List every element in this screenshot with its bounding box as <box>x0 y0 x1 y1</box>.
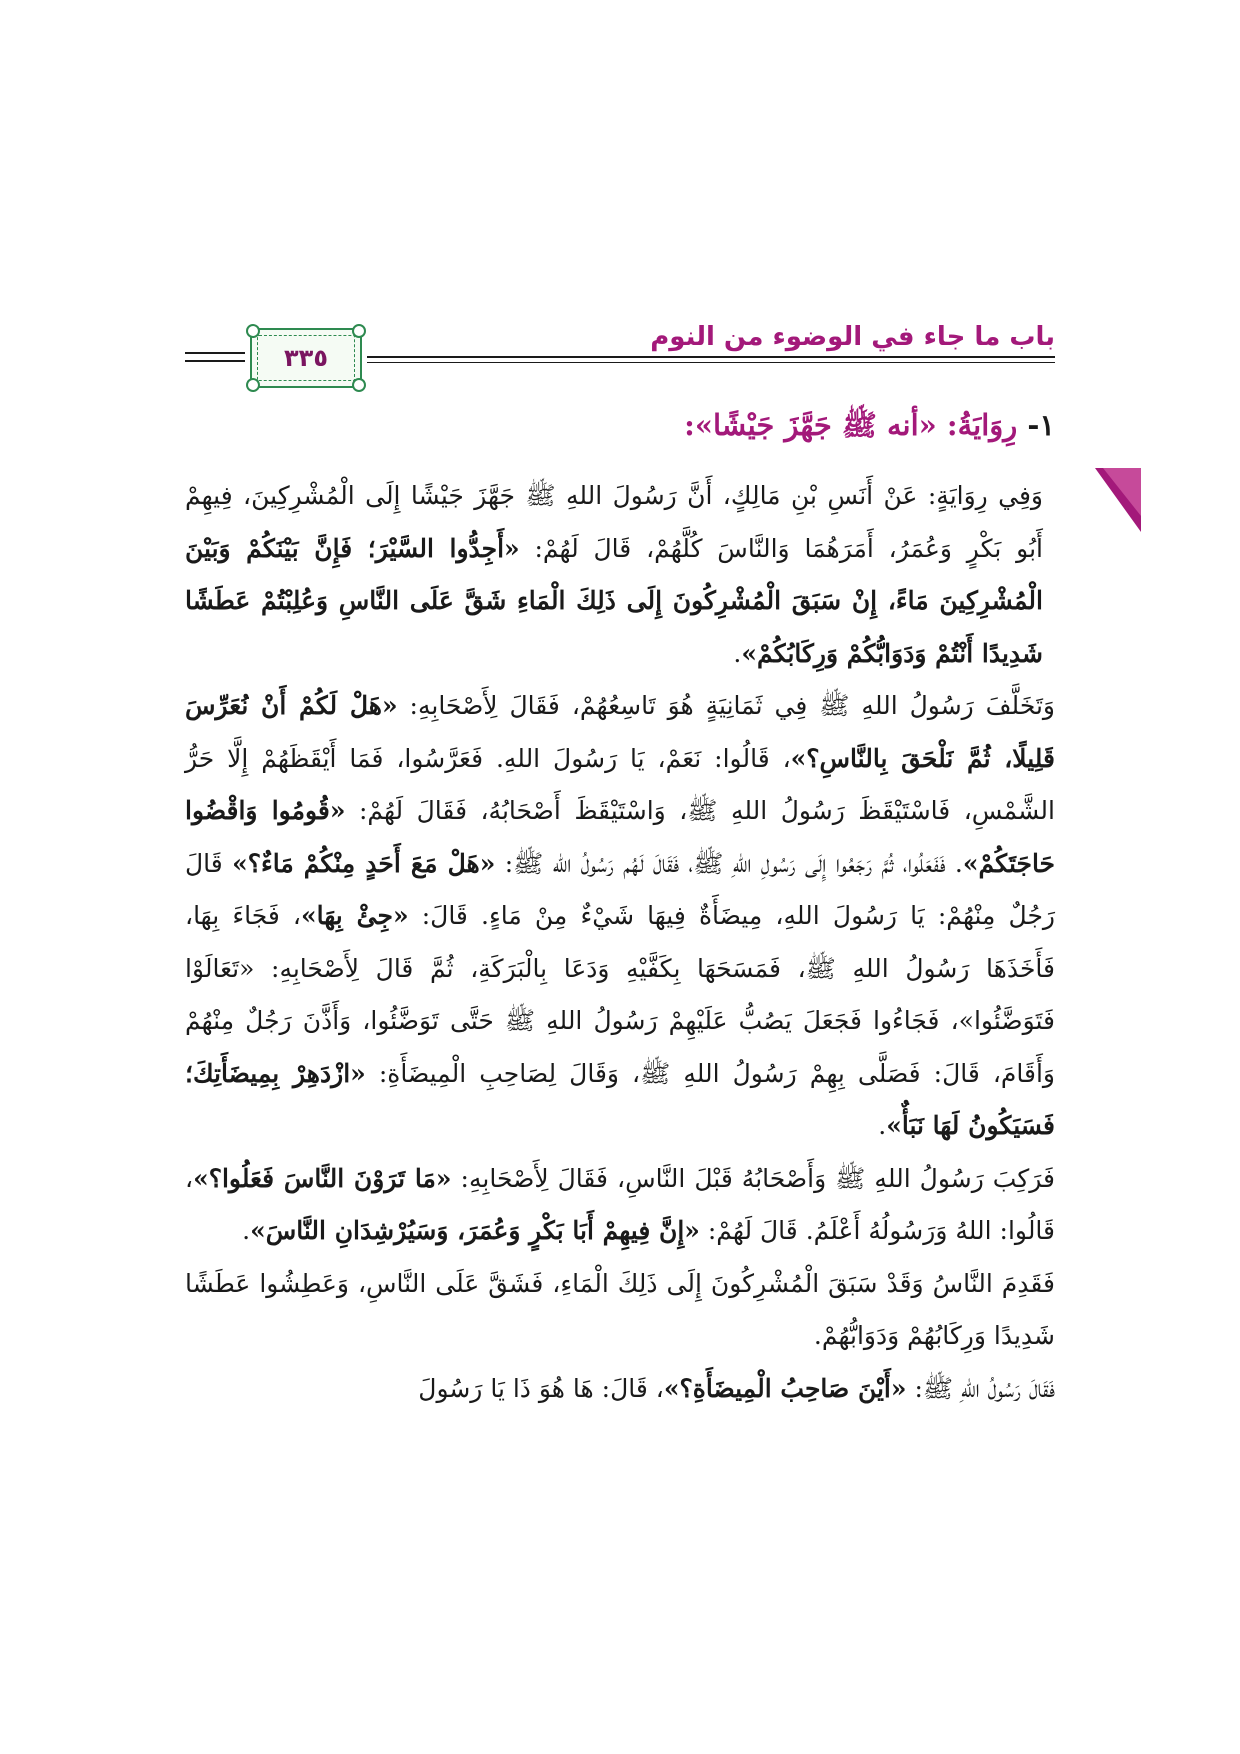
page-number-frame <box>250 328 362 388</box>
narration-text: . <box>242 1216 251 1245</box>
paragraph <box>185 470 1055 680</box>
quoted-hadith-text: «هَلْ مَعَ أَحَدٍ مِنْكُمْ مَاءٌ؟» <box>232 848 496 878</box>
quoted-hadith-text: «جِئْ بِهَا» <box>301 901 409 930</box>
header-rule-left <box>185 352 245 354</box>
section-title: رِوَايَةُ: «أنه ﷺ جَهَّزَ جَيْشًا»: <box>684 408 1018 442</box>
paragraph <box>185 1153 1055 1258</box>
chapter-title: باب ما جاء في الوضوء من النوم <box>650 322 1055 352</box>
narration-text: ، قَالُوا: اللهُ وَرَسُولُهُ أَعْلَمُ. قَالَ لَهُمْ: <box>185 1163 1055 1245</box>
narration-text: فَقَالَ رَسُولُ اللهِ ﷺ: <box>906 1373 1055 1403</box>
page-number: ٣٣٥ <box>284 344 328 372</box>
narration-text: وَفِي رِوَايَةٍ: عَنْ أَنَسِ بْنِ مَالِكٍ، أَنَّ رَسُولَ اللهِ ﷺ جَهَّزَ جَيْشًا إِلَى الْمُشْرِكِينَ، فِيهِمْ أَبُو بَكْرٍ وَعُمَرُ، أَمَرَهُمَا وَالنَّاسَ كُلَّهُمْ، قَالَ لَهُمْ: <box>185 481 1043 563</box>
quoted-hadith-text: «أَجِدُّوا السَّيْرَ؛ فَإِنَّ بَيْنَكُمْ وَبَيْنَ الْمُشْرِكِينَ مَاءً، إِنْ سَبَقَ الْمُشْرِكُونَ إِلَى ذَلِكَ الْمَاءِ شَقَّ عَلَى النَّاسِ وَعُلِبْتُمْ عَطَشًا شَدِيدًا أَنْتُمْ وَدَوَابُّكُمْ وَرِكَابُكُمْ» <box>185 533 1043 668</box>
narration-text: قَالَ رَجُلٌ مِنْهُمْ: يَا رَسُولَ اللهِ، مِيضَأَةٌ فِيهَا شَيْءٌ مِنْ مَاءٍ. قَالَ: <box>185 848 1056 930</box>
narration-text: ، فَجَاءَ بِهَا، فَأَخَذَهَا رَسُولُ اللهِ ﷺ، فَمَسَحَهَا بِكَفَّيْهِ وَدَعَا بِالْبَرَكَةِ، ثُمَّ قَالَ لِأَصْحَابِهِ: «تَعَالَوْا فَتَوَضَّئُوا»، فَجَاءُوا فَجَعَلَ يَصُبُّ عَلَيْهِمْ رَسُولُ اللهِ ﷺ حَتَّى تَوَضَّئُوا، وَأَذَّنَ رَجُلٌ مِنْهُمْ وَأَقَامَ، قَالَ: فَصَلَّى بِهِمْ رَسُولُ اللهِ ﷺ، وَقَالَ لِصَاحِبِ الْمِيضَأَةِ: <box>185 901 1055 1088</box>
narration-text: فَرَكِبَ رَسُولُ اللهِ ﷺ وَأَصْحَابُهُ قَبْلَ النَّاسِ، فَقَالَ لِأَصْحَابِهِ: <box>451 1163 1055 1193</box>
quoted-hadith-text: «مَا تَرَوْنَ النَّاسَ فَعَلُوا؟» <box>193 1163 452 1193</box>
paragraph <box>185 680 1055 1153</box>
frame-ornament-icon <box>246 378 260 392</box>
frame-ornament-icon <box>246 324 260 338</box>
narration-text: فَقَدِمَ النَّاسُ وَقَدْ سَبَقَ الْمُشْرِكُونَ إِلَى ذَلِكَ الْمَاءِ، فَشَقَّ عَلَى النَّاسِ، وَعَطِشُوا عَطَشًا شَدِيدًا وَرِكَابُهُمْ وَدَوَابُّهُمْ. <box>185 1268 1055 1350</box>
paragraph <box>185 1363 1055 1416</box>
narration-text: ، قَالَ: هَا هُوَ ذَا يَا رَسُولَ <box>418 1373 664 1403</box>
quoted-hadith-text: «أَيْنَ صَاحِبُ الْمِيضَأَةِ؟» <box>663 1373 907 1403</box>
page-header <box>185 300 1055 380</box>
frame-ornament-icon <box>352 378 366 392</box>
frame-ornament-icon <box>352 324 366 338</box>
narration-text: . فَفَعَلُوا، ثُمَّ رَجَعُوا إِلَى رَسُولِ اللهِ ﷺ، فَقَالَ لَهُم رَسُولُ الله ﷺ: <box>495 848 963 878</box>
quoted-hadith-text: «إِنَّ فِيهِمْ أَبَا بَكْرٍ وَعُمَرَ، وَسَيُرْشِدَانِ النَّاسَ» <box>250 1216 700 1245</box>
header-rule-right-2 <box>367 362 1055 363</box>
narration-text: . <box>878 1111 887 1140</box>
quoted-hadith-text: «قُومُوا وَاقْضُوا حَاجَتَكُمْ» <box>185 796 1056 878</box>
quoted-hadith-text: «ازْدَهِرْ بِمِيضَأَتِكَ؛ فَسَيَكُونُ لَهَا نَبَأٌ» <box>185 1058 1055 1140</box>
body-text <box>185 470 1055 1415</box>
section-heading <box>684 408 1055 450</box>
quoted-hadith-text: «هَلْ لَكُمْ أَنْ نُعَرِّسَ قَلِيلًا، ثُمَّ نَلْحَقَ بِالنَّاسِ؟» <box>185 691 1055 773</box>
narration-text: . <box>733 638 742 668</box>
narration-text: ، قَالُوا: نَعَمْ، يَا رَسُولَ اللهِ. فَعَرَّسُوا، فَمَا أَيْقَظَهُمْ إِلَّا حَرُّ الشَّمْسِ، فَاسْتَيْقَظَ رَسُولُ اللهِ ﷺ، وَاسْتَيْقَظَ أَصْحَابُهُ، فَقَالَ لَهُمْ: <box>185 743 1055 825</box>
header-rule-left-2 <box>185 360 245 362</box>
narration-text: وَتَخَلَّفَ رَسُولُ اللهِ ﷺ فِي ثَمَانِيَةٍ هُوَ تَاسِعُهُمْ، فَقَالَ لِأَصْحَابِهِ: <box>397 691 1055 720</box>
header-rule-right <box>367 356 1055 358</box>
paragraph <box>185 1258 1055 1363</box>
corner-flag-icon <box>1095 468 1141 532</box>
section-number: ١- <box>1027 408 1055 442</box>
